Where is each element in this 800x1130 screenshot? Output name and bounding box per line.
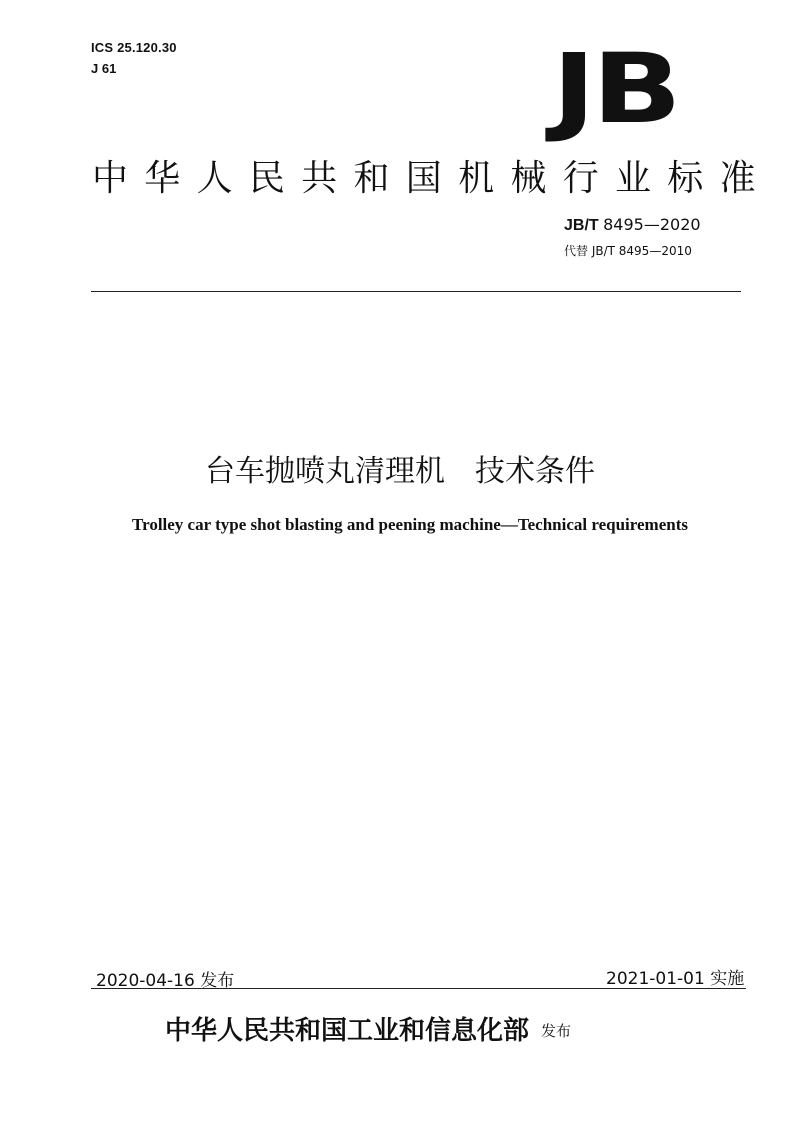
standard-number-prefix: JB/T [564, 217, 599, 234]
jb-logo: JB [552, 31, 678, 145]
issuer-name: 中华人民共和国工业和信息化部 [165, 1016, 530, 1046]
bottom-divider [91, 988, 746, 989]
standard-number-value: 8495—2020 [603, 215, 701, 234]
title-english: Trolley car type shot blasting and peening machine—Technical requirements [132, 515, 688, 534]
ics-code: ICS 25.120.30 [91, 40, 177, 55]
replaces-standard: 代替 JB/T 8495—2010 [564, 244, 692, 258]
title-chinese-part2: 技术条件 [475, 454, 595, 489]
title-chinese-part1: 台车抛喷丸清理机 [205, 454, 445, 489]
top-divider [91, 291, 741, 292]
publish-date: 2020-04-16 发布 [96, 971, 235, 991]
issuer-suffix: 发布 [541, 1022, 572, 1040]
standard-number [564, 215, 701, 235]
title-chinese [0, 446, 800, 490]
classification-code: J 61 [91, 61, 117, 76]
org-title: 中华人民共和国机械行业标准 [92, 158, 772, 199]
implementation-date: 2021-01-01 实施 [606, 969, 745, 989]
issuer [165, 1010, 571, 1047]
